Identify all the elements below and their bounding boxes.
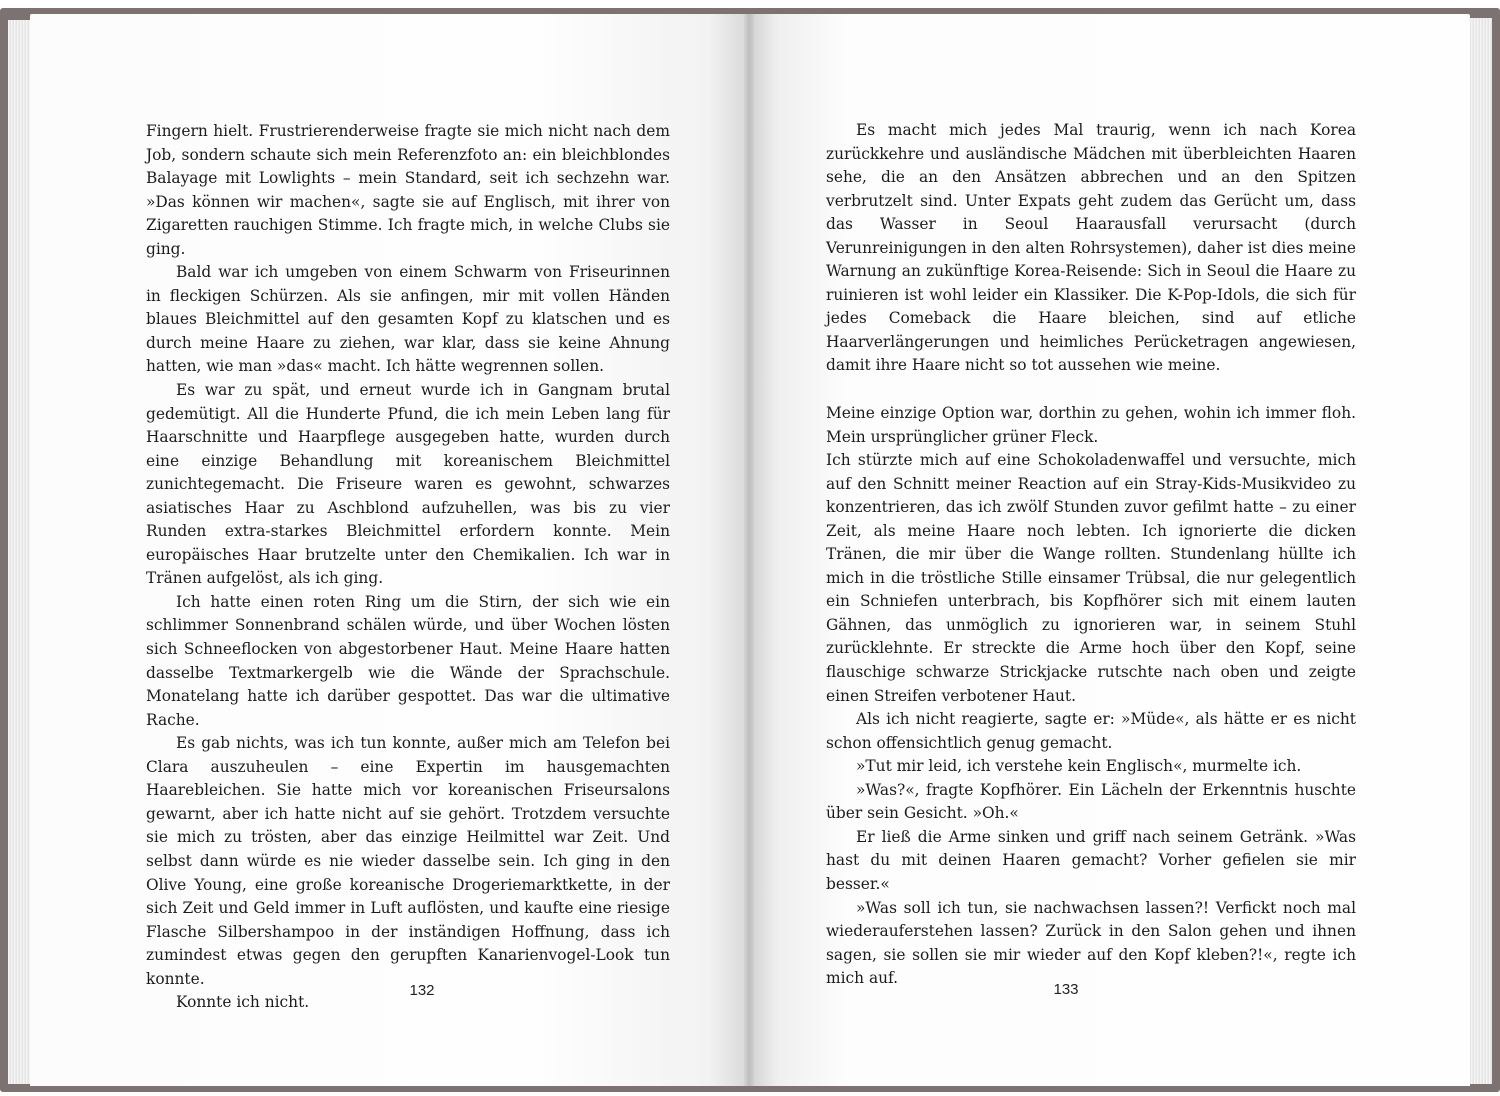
left-page-text bbox=[146, 120, 670, 1015]
paragraph: »Was?«, fragte Kopfhörer. Ein Lächeln der Erkenntnis huschte über sein Gesicht. »Oh.« bbox=[826, 780, 1356, 823]
right-page-text bbox=[826, 119, 1356, 991]
paragraph: Meine einzige Option war, dorthin zu gehen, wohin ich immer floh. Mein ursprünglicher grüner Fleck. bbox=[826, 404, 1356, 446]
paragraph: »Was soll ich tun, sie nachwachsen lassen?! Verfickt noch mal wiederauferstehen lassen? Zurück in den Salon gehen und ihnen sagen, sie sollen sie mir wieder auf den Kopf kleben?!«, regte ich mich auf. bbox=[826, 898, 1356, 988]
page-number-left: 132 bbox=[409, 982, 435, 999]
paragraph: Als ich nicht reagierte, sagte er: »Müde«, als hätte er es nicht schon offensichtlich genug gemacht. bbox=[826, 710, 1356, 752]
paragraph: Es macht mich jedes Mal traurig, wenn ich nach Korea zurückkehre und ausländische Mädchen mit überbleichten Haaren sehe, die an den Ansätzen abbrechen und an den Spitzen verbrutzelt sind. Unter Expats geht zudem das Gerücht um, dass das Wasser in Seoul Haarausfall verursacht (durch Verunreinigungen in den alten Rohrsystemen), daher ist dies meine Warnung an zukünftige Korea-Reisende: Sich in Seoul die Haare zu ruinieren ist wohl leider ein Klassiker. Die K-Pop-Idols, die sich für jedes Comeback die Haare bleichen, sind auf etliche Haarverlängerungen und heimliches Perücketragen angewiesen, damit ihre Haare nicht so tot aussehen wie meine. bbox=[826, 121, 1356, 375]
book-gutter bbox=[744, 14, 754, 1086]
page-number-right: 133 bbox=[1053, 981, 1079, 998]
paragraph: Es war zu spät, und erneut wurde ich in Gangnam brutal gedemütigt. All die Hunderte Pfund, die ich mein Leben lang für Haarschnitte und Haarpflege ausgegeben hatte, wurden durch eine einzige Behandlung mit koreanischem Bleichmittel zunichtegemacht. Die Friseure waren es gewohnt, schwarzes asiatisches Haar zu Aschblond aufzuhellen, was bis zu vier Runden extra-starkes Bleichmittel erfordern konnte. Mein europäisches Haar brutzelte unter den Chemikalien. Ich war in Tränen aufgelöst, als ich ging. bbox=[146, 381, 670, 588]
page-edges-right bbox=[1468, 18, 1492, 1084]
paragraph: Er ließ die Arme sinken und griff nach seinem Getränk. »Was hast du mit deinen Haaren gemacht? Vorher gefielen sie mir besser.« bbox=[826, 827, 1356, 893]
page-edges-left bbox=[8, 20, 32, 1084]
paragraph: Konnte ich nicht. bbox=[176, 993, 310, 1012]
paragraph: Es gab nichts, was ich tun konnte, außer mich am Telefon bei Clara auszuheulen – eine Expertin im hausgemachten Haarebleichen. Sie hatte mich vor koreanischen Friseursalons gewarnt, aber ich hatte nicht auf sie gehört. Trotzdem versuchte sie mich zu trösten, aber das einzige Heilmittel war Zeit. Und selbst dann würde es nie wieder dasselbe sein. Ich ging in den Olive Young, eine große koreanische Drogeriemarktkette, in der sich Zeit und Geld immer in Luft auflösten, und kaufte eine riesige Flasche Silbershampoo in der inständigen Hoffnung, dass ich zumindest etwas gegen den gerupften Kanarienvogel-Look tun konnte. bbox=[146, 734, 670, 988]
paragraph: Ich stürzte mich auf eine Schokoladenwaffel und versuchte, mich auf den Schnitt meiner Reaction auf ein Stray-Kids-Musikvideo zu konzentrieren, das ich zwölf Stunden zuvor gefilmt hatte – zu einer Zeit, als meine Haare noch lebten. Ich ignorierte die dicken Tränen, die mir über die Wange rollten. Stundenlang hüllte ich mich in die tröstliche Stille einsamer Trübsal, die nur gelegentlich ein Schniefen unterbrach, bis Kopfhörer sich mit einem lauten Gähnen, das unmöglich zu ignorieren war, in seinem Stuhl zurücklehnte. Er streckte die Arme hoch über den Kopf, seine flauschige schwarze Strickjacke rutschte nach oben und zeigte einen Streifen verbotener Haut. bbox=[826, 451, 1356, 705]
paragraph: Bald war ich umgeben von einem Schwarm von Friseurinnen in fleckigen Schürzen. Als sie anfingen, mir mit vollen Händen blaues Bleichmittel auf den gesamten Kopf zu klatschen und es durch meine Haare zu ziehen, war klar, dass sie keine Ahnung hatten, wie man »das« macht. Ich hätte wegrennen sollen. bbox=[146, 263, 670, 376]
paragraph: »Tut mir leid, ich verstehe kein Englisch«, murmelte ich. bbox=[856, 757, 1302, 776]
paragraph: Ich hatte einen roten Ring um die Stirn, der sich wie ein schlimmer Sonnenbrand schälen würde, und über Wochen lösten sich Schneeflocken von abgestorbener Haut. Meine Haare hatten dasselbe Textmarkergelb wie die Wände der Sprachschule. Monatelang hatte ich darüber gespottet. Das war die ultimative Rache. bbox=[146, 592, 670, 729]
paragraph: Fingern hielt. Frustrierenderweise fragte sie mich nicht nach dem Job, sondern schaute sich mein Referenzfoto an: ein bleichblondes Balayage mit Lowlights – mein Standard, seit ich sechzehn war. »Das können wir machen«, sagte sie auf Englisch, mit ihrer von Zigaretten rauchigen Stimme. Ich fragte mich, in welche Clubs sie ging. bbox=[146, 122, 670, 258]
